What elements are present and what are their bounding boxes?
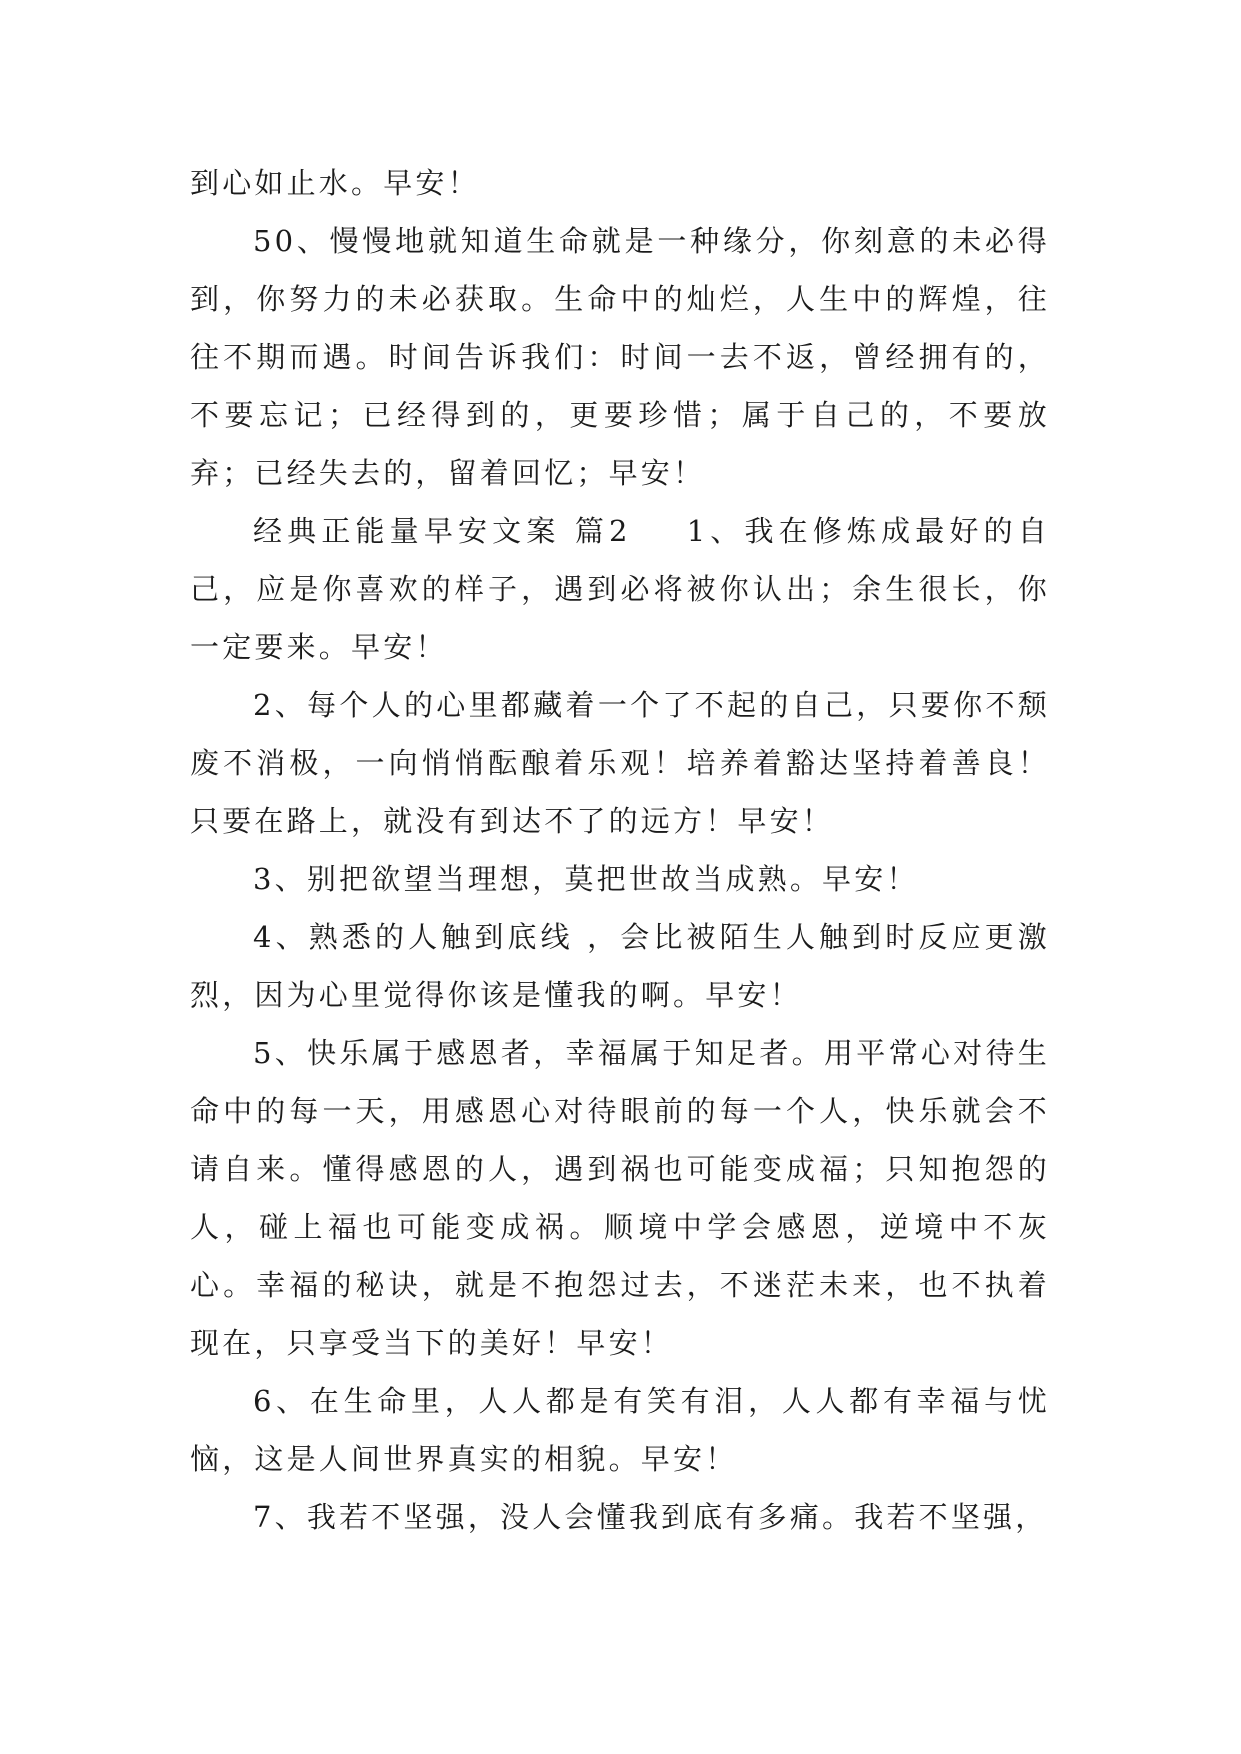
paragraph-item-7: 7、我若不坚强，没人会懂我到底有多痛。我若不坚强，	[253, 1500, 1048, 1534]
paragraph-item-5: 5、快乐属于感恩者，幸福属于知足者。用平常心对待生命中的每一天，用感恩心对待眼前的每一个人，快乐就会不请自来。懂得感恩的人，遇到祸也可能变成福；只知抱怨的人，碰上福也可能变成祸。顺境中学会感恩，逆境中不灰心。幸福的秘诀，就是不抱怨过去，不迷茫未来，也不执着现在，只享受当下的美好！早安！	[190, 1036, 1050, 1360]
paragraph-continuation: 到心如止水。早安！	[190, 166, 480, 200]
document-body	[190, 154, 1050, 1546]
paragraph-item-3: 3、别把欲望当理想，莫把世故当成熟。早安！	[253, 862, 919, 896]
paragraph-item-6: 6、在生命里，人人都是有笑有泪，人人都有幸福与忧恼，这是人间世界真实的相貌。早安！	[190, 1384, 1050, 1476]
paragraph-item-2: 2、每个人的心里都藏着一个了不起的自己，只要你不颓废不消极，一向悄悄酝酿着乐观！培养着豁达坚持着善良！只要在路上，就没有到达不了的远方！早安！	[190, 688, 1050, 838]
paragraph-item-4: 4、熟悉的人触到底线 ，会比被陌生人触到时反应更激烈，因为心里觉得你该是懂我的啊。早安！	[190, 920, 1050, 1012]
section-heading: 经典正能量早安文案 篇2	[253, 514, 631, 548]
section-paragraph	[190, 502, 1050, 676]
paragraph-item-50: 50、慢慢地就知道生命就是一种缘分，你刻意的未必得到，你努力的未必获取。生命中的灿烂，人生中的辉煌，往往不期而遇。时间告诉我们：时间一去不返，曾经拥有的，不要忘记；已经得到的，更要珍惜；属于自己的，不要放弃；已经失去的，留着回忆；早安！	[190, 224, 1050, 490]
paragraph-item-1: 1、我在修炼成最好的自己，应是你喜欢的样子，遇到必将被你认出；余生很长，你一定要来。早安！	[190, 514, 1050, 664]
